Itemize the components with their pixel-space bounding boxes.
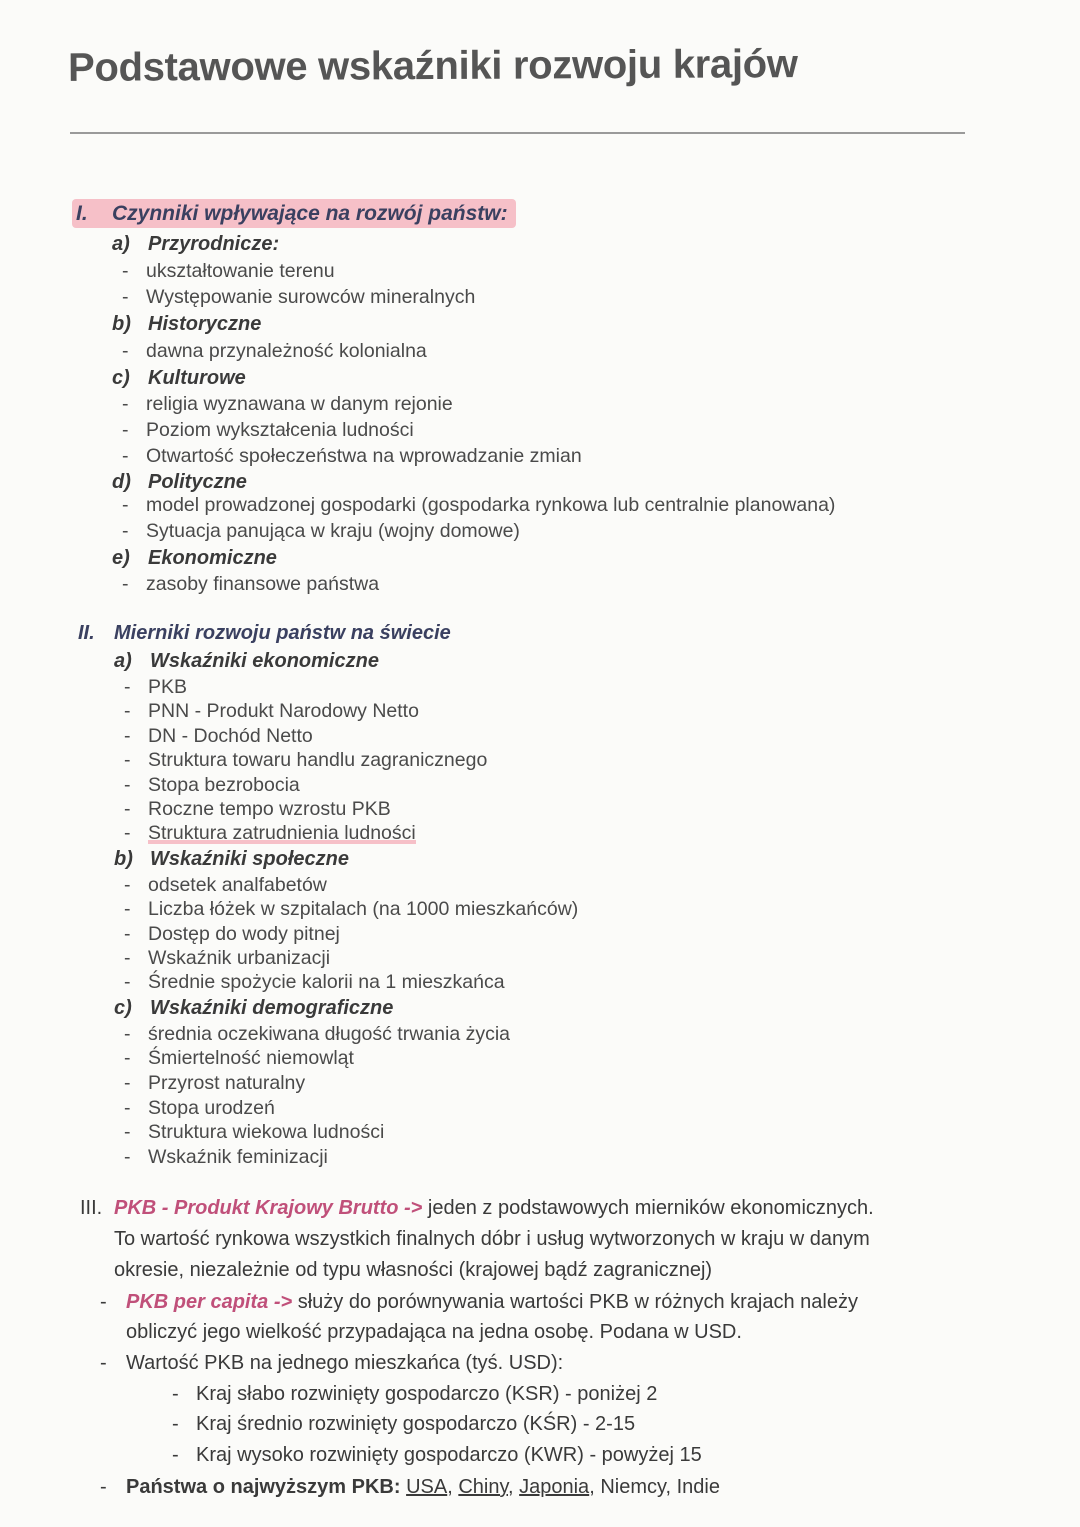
list-item: - Śmiertelność niemowląt (124, 1047, 354, 1069)
list-item: - Przyrost naturalny (124, 1072, 306, 1094)
section-1-highlight: I. Czynniki wpływające na rozwój państw: (72, 199, 516, 228)
list-item: - Struktura zatrudnienia ludności (124, 822, 416, 844)
country: Japonia (519, 1476, 590, 1498)
list-item: - Wskaźnik feminizacji (124, 1146, 328, 1168)
list-item: - Poziom wykształcenia ludności (122, 419, 414, 441)
country: Indie (676, 1476, 720, 1498)
list-item: - dawna przynależność kolonialna (122, 340, 427, 362)
list-item: - DN - Dochód Netto (124, 725, 313, 747)
group-heading: a) Przyrodnicze: (112, 233, 280, 255)
per-capita-line: - PKB per capita -> służy do porównywania wartości PKB w różnych krajach należy (100, 1291, 858, 1313)
list-item: - Wskaźnik urbanizacji (124, 947, 331, 969)
highlighted-text: Struktura zatrudnienia ludności (148, 822, 416, 844)
paragraph-line: To wartość rynkowa wszystkich finalnych dóbr i usług wytworzonych w kraju w danym (114, 1228, 870, 1250)
level-item: - Kraj średnio rozwinięty gospodarczo (KŚR) - 2-15 (172, 1413, 636, 1435)
list-item: - średnia oczekiwana długość trwania życia (124, 1023, 511, 1045)
section-3-heading: III. PKB - Produkt Krajowy Brutto -> jeden z podstawowych mierników ekonomicznych. (80, 1197, 874, 1219)
list-item: - Stopa bezrobocia (124, 774, 300, 796)
paragraph-line: okresie, niezależnie od typu własności (krajowej bądź zagranicznej) (114, 1259, 713, 1281)
group-heading: b) Historyczne (112, 313, 262, 335)
list-item: - religia wyznawana w danym rejonie (122, 393, 453, 415)
title-divider (70, 132, 965, 134)
list-item: - Struktura towaru handlu zagranicznego (124, 749, 488, 771)
level-item: - Kraj słabo rozwinięty gospodarczo (KSR) - poniżej 2 (172, 1383, 658, 1405)
list-item: - PKB (124, 676, 188, 698)
country: USA (406, 1476, 448, 1498)
paragraph-line: obliczyć jego wielkość przypadająca na jedna osobę. Podana w USD. (126, 1321, 742, 1343)
list-item: - Średnie spożycie kalorii na 1 mieszkańca (124, 971, 505, 993)
group-heading: b) Wskaźniki społeczne (114, 848, 349, 870)
list-item: - Roczne tempo wzrostu PKB (124, 798, 391, 820)
group-heading: c) Kulturowe (112, 367, 246, 389)
section-2-heading: II. Mierniki rozwoju państw na świecie (78, 622, 451, 644)
list-item: - Sytuacja panująca w kraju (wojny domowe) (122, 520, 520, 542)
country: Niemcy (600, 1476, 666, 1498)
list-item: - odsetek analfabetów (124, 874, 327, 896)
page-title: Podstawowe wskaźniki rozwoju krajów (67, 42, 798, 90)
group-heading: a) Wskaźniki ekonomiczne (114, 650, 379, 672)
list-item: - PNN - Produkt Narodowy Netto (124, 700, 419, 722)
list-item: - Struktura wiekowa ludności (124, 1121, 385, 1143)
list-item: - Dostęp do wody pitnej (124, 923, 340, 945)
list-item: - Występowanie surowców mineralnych (122, 286, 476, 308)
list-item: - model prowadzonej gospodarki (gospodarka rynkowa lub centralnie planowana) (122, 494, 836, 516)
group-heading: e) Ekonomiczne (112, 547, 277, 569)
group-heading: c) Wskaźniki demograficzne (114, 997, 394, 1019)
level-item: - Kraj wysoko rozwinięty gospodarczo (KWR) - powyżej 15 (172, 1444, 702, 1466)
top-countries-line: - Państwa o najwyższym PKB: USA, Chiny, Japonia, Niemcy, Indie (100, 1476, 720, 1498)
country: Chiny (458, 1476, 508, 1498)
list-item: - Liczba łóżek w szpitalach (na 1000 mieszkańców) (124, 898, 579, 920)
list-item: - Stopa urodzeń (124, 1097, 275, 1119)
list-item: - Otwartość społeczeństwa na wprowadzanie zmian (122, 445, 582, 467)
group-heading: d) Polityczne (112, 471, 247, 493)
list-item: - ukształtowanie terenu (122, 260, 335, 282)
list-item: - zasoby finansowe państwa (122, 573, 380, 595)
value-label-line: - Wartość PKB na jednego mieszkańca (tyś. USD): (100, 1352, 564, 1374)
section-1-heading (72, 202, 516, 226)
